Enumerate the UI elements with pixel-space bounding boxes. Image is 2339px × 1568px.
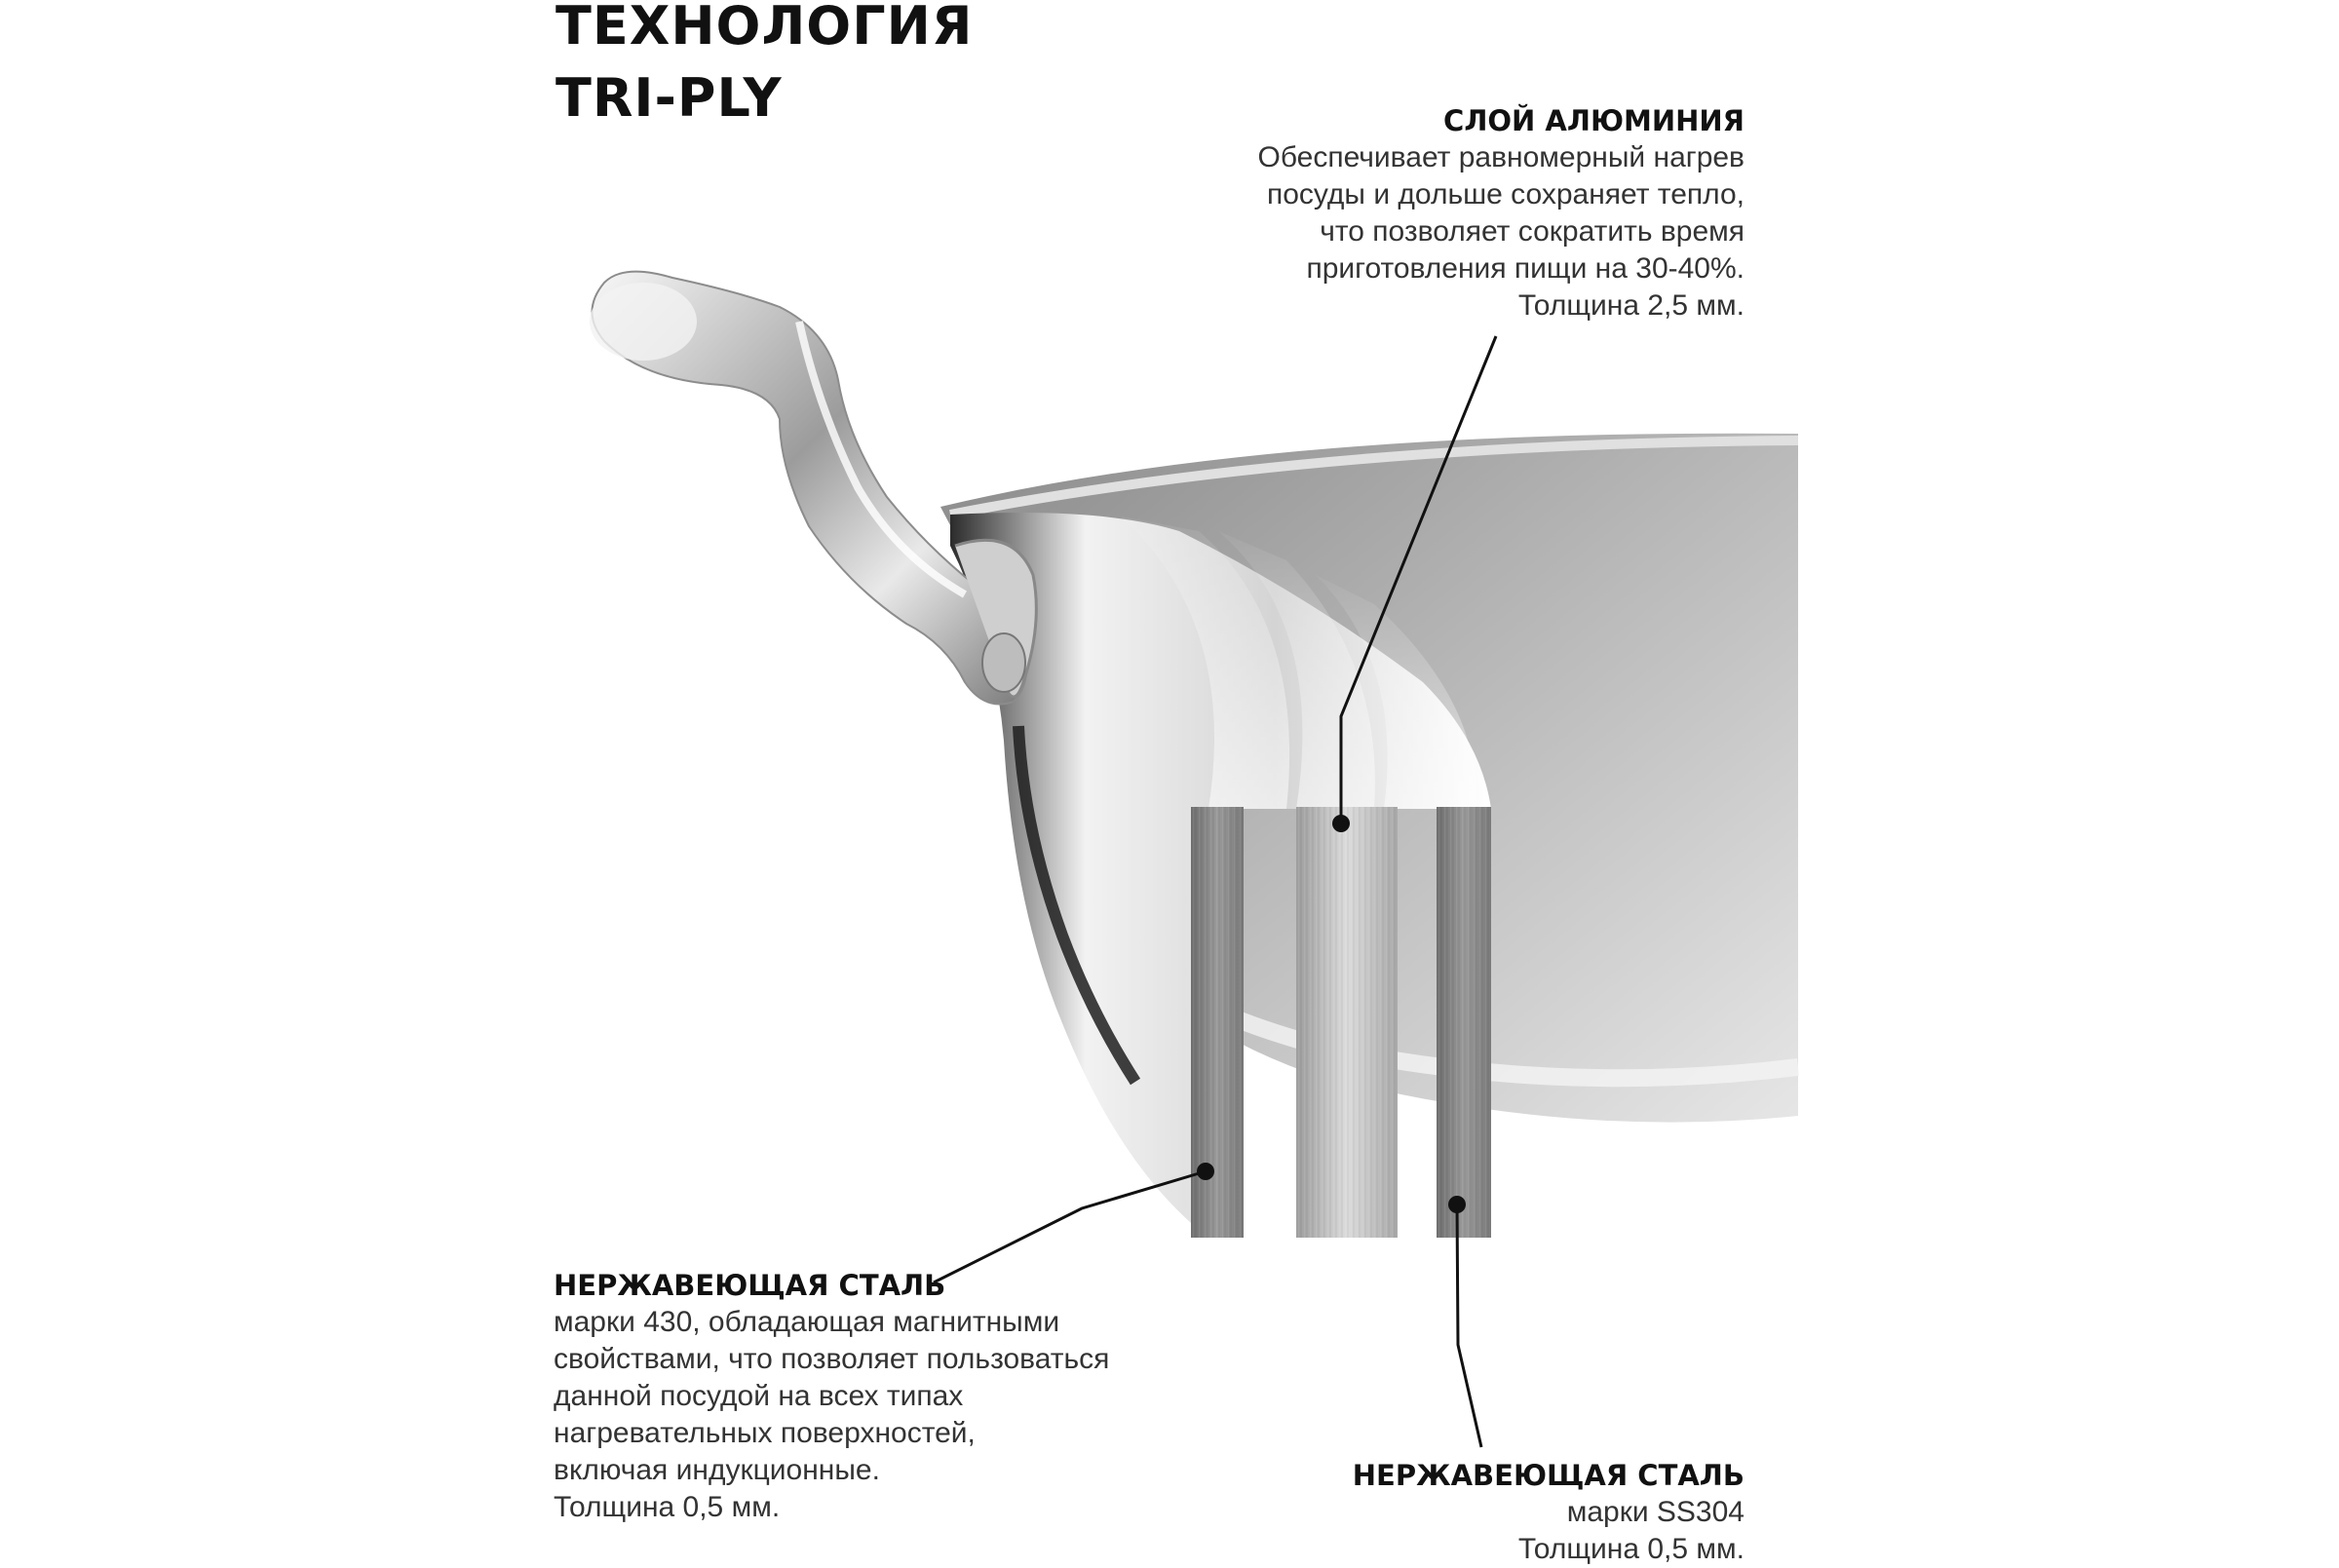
title-line-2: TRI-PLY [556, 67, 783, 129]
aluminum-line: приготовления пищи на 30-40%. [1306, 252, 1745, 285]
aluminum-dot [1332, 815, 1350, 832]
aluminum-heading: СЛОЙ АЛЮМИНИЯ [1443, 104, 1745, 137]
steel-304-note [1353, 1457, 1745, 1568]
aluminum-line: Обеспечивает равномерный нагрев [1257, 141, 1745, 173]
steel-430-line: свойствами, что позволяет пользоваться [554, 1343, 1110, 1375]
steel-304-heading: НЕРЖАВЕЮЩАЯ СТАЛЬ [1352, 1459, 1745, 1492]
steel-430-dot [1197, 1163, 1214, 1180]
steel-304-dot [1448, 1196, 1466, 1213]
steel-430-line: Толщина 0,5 мм. [554, 1491, 781, 1523]
steel-304-callout-line [1457, 1205, 1481, 1447]
steel-430-line: марки 430, обладающая магнитными [554, 1306, 1060, 1338]
aluminum-line: посуды и дольше сохраняет тепло, [1266, 178, 1745, 210]
steel-430-line: нагревательных поверхностей, [554, 1417, 976, 1449]
title-line-1: ТЕХНОЛОГИЯ [556, 0, 974, 57]
steel-430-note [554, 1267, 1109, 1526]
steel-304-line: Толщина 0,5 мм. [1517, 1533, 1745, 1565]
steel-430-line: включая индукционные. [554, 1454, 880, 1486]
aluminum-note [1257, 102, 1745, 325]
aluminum-line: что позволяет сократить время [1320, 215, 1745, 248]
steel-304-line: марки SS304 [1566, 1496, 1745, 1528]
aluminum-line: Толщина 2,5 мм. [1517, 289, 1745, 322]
page-title [556, 0, 973, 134]
pan-handle [590, 272, 1036, 705]
layer-blocks [1191, 807, 1491, 1238]
steel-430-heading: НЕРЖАВЕЮЩАЯ СТАЛЬ [554, 1269, 946, 1302]
steel-430-line: данной посудой на всех типах [554, 1380, 964, 1412]
